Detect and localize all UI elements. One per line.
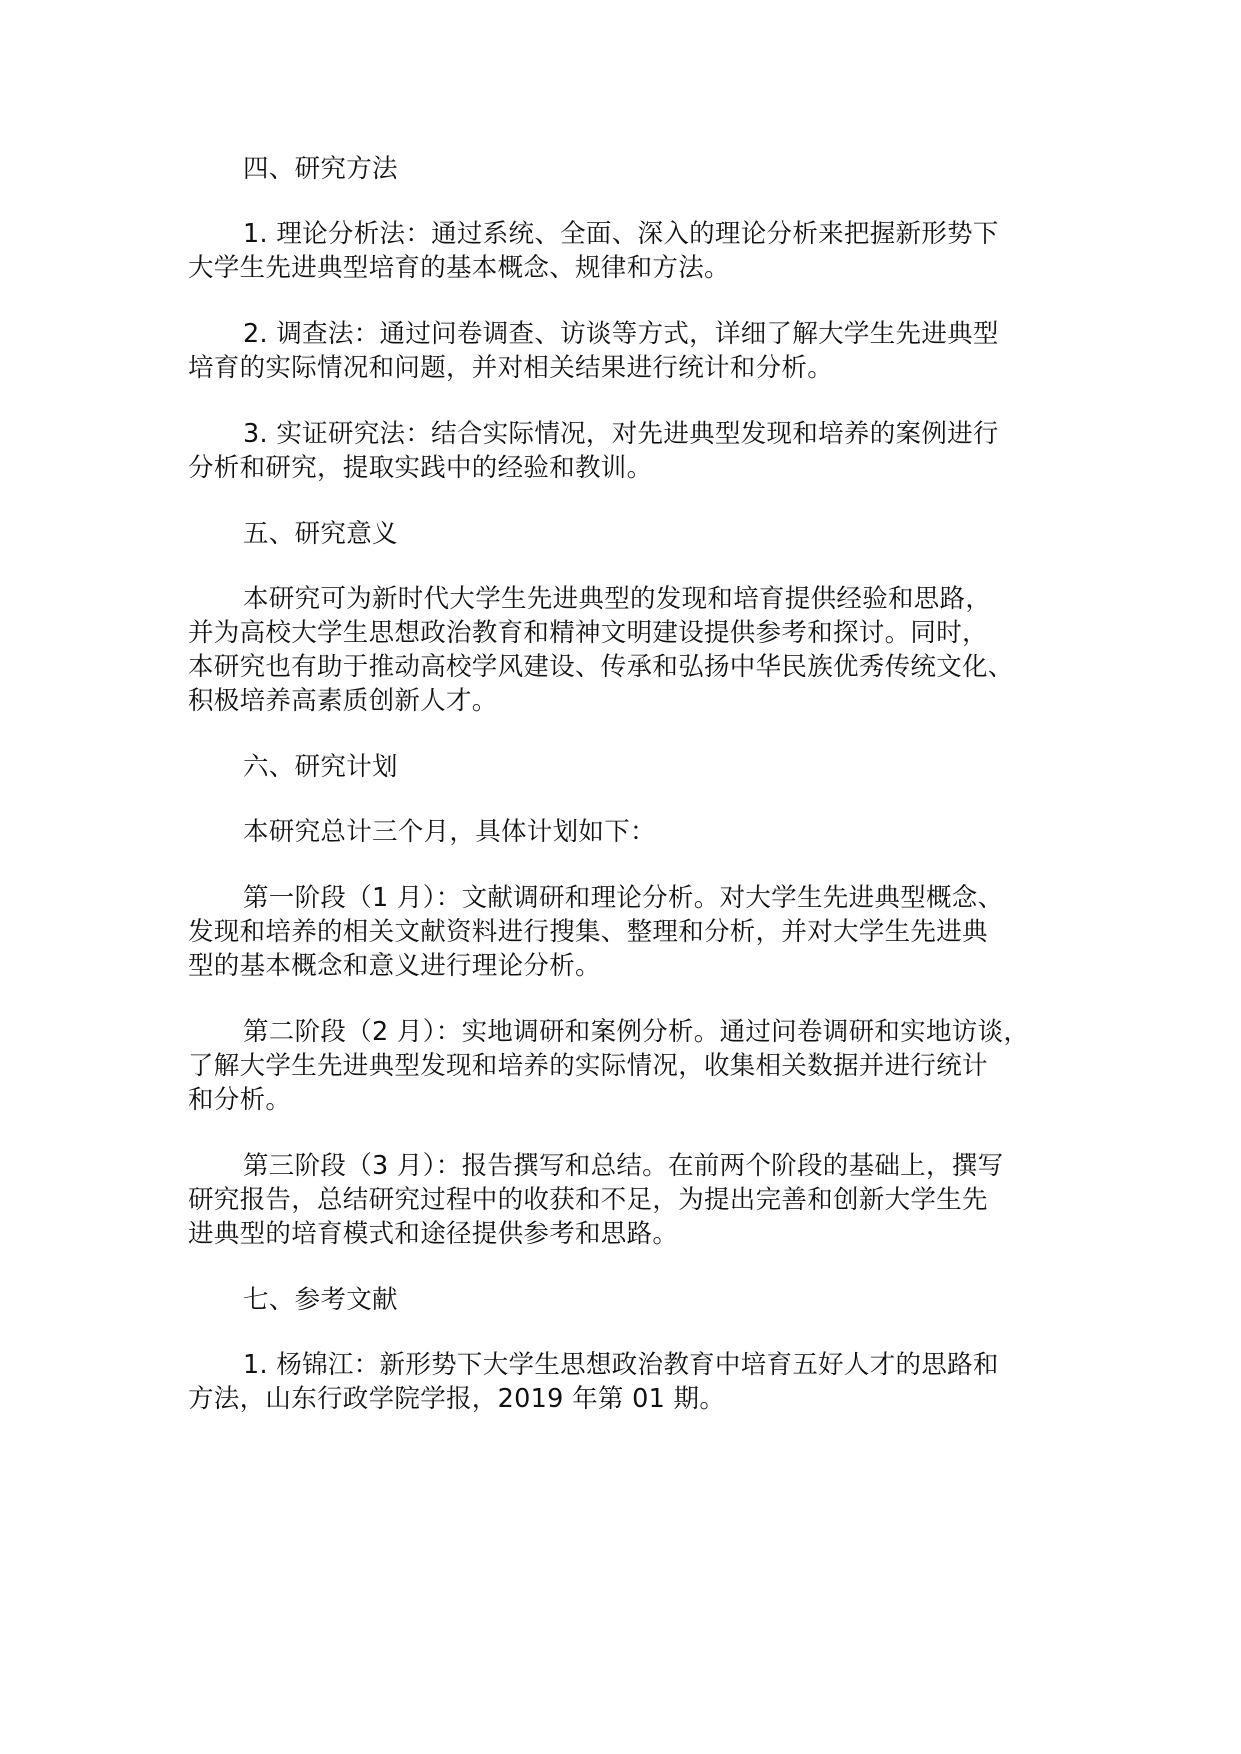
paragraph-line: 了解大学生先进典型发现和培养的实际情况，收集相关数据并进行统计: [188, 1051, 988, 1081]
section-heading-methods: 四、研究方法: [243, 154, 398, 184]
reference-item: [188, 1348, 1088, 1416]
significance-paragraph: [188, 582, 1088, 718]
document-body: [188, 152, 1088, 1448]
paragraph-line: 并为高校大学生思想政治教育和精神文明建设提供参考和探讨。同时，: [188, 618, 988, 648]
paragraph-line: 方法，山东行政学院学报，2019 年第 01 期。: [188, 1384, 726, 1414]
section-heading-plan: 六、研究计划: [243, 752, 398, 782]
paragraph-line: 第二阶段（2 月）：实地调研和案例分析。通过问卷调研和实地访谈，: [243, 1017, 1030, 1047]
method-item-survey: [188, 317, 1088, 385]
paragraph-line: 培育的实际情况和问题，并对相关结果进行统计和分析。: [188, 353, 834, 383]
paragraph-line: 型的基本概念和意义进行理论分析。: [188, 951, 601, 981]
paragraph-line: 积极培养高素质创新人才。: [188, 686, 498, 716]
plan-stage-2: [188, 1015, 1088, 1117]
paragraph-line: 本研究也有助于推动高校学风建设、传承和弘扬中华民族优秀传统文化、: [188, 652, 1014, 682]
method-item-theory: [188, 217, 1088, 285]
paragraph-line: 1. 杨锦江：新形势下大学生思想政治教育中培育五好人才的思路和: [243, 1350, 999, 1380]
paragraph-line: 第一阶段（1 月）：文献调研和理论分析。对大学生先进典型概念、: [243, 883, 1004, 913]
paragraph-line: 大学生先进典型培育的基本概念、规律和方法。: [188, 253, 730, 283]
paragraph-line: 3. 实证研究法：结合实际情况，对先进典型发现和培养的案例进行: [243, 419, 999, 449]
paragraph-line: 本研究可为新时代大学生先进典型的发现和培育提供经验和思路，: [243, 584, 992, 614]
paragraph-line: 2. 调查法：通过问卷调查、访谈等方式，详细了解大学生先进典型: [243, 319, 999, 349]
paragraph-line: 发现和培养的相关文献资料进行搜集、整理和分析，并对大学生先进典: [188, 917, 988, 947]
plan-stage-1: [188, 881, 1088, 983]
paragraph-line: 和分析。: [188, 1085, 292, 1115]
section-heading-significance: 五、研究意义: [243, 519, 398, 549]
section-heading-references: 七、参考文献: [243, 1285, 398, 1315]
paragraph-line: 分析和研究，提取实践中的经验和教训。: [188, 453, 653, 483]
paragraph-line: 第三阶段（3 月）：报告撰写和总结。在前两个阶段的基础上，撰写: [243, 1151, 1004, 1181]
paragraph-line: 研究报告，总结研究过程中的收获和不足，为提出完善和创新大学生先: [188, 1185, 988, 1215]
paragraph-line: 进典型的培育模式和途径提供参考和思路。: [188, 1219, 679, 1249]
plan-intro: 本研究总计三个月，具体计划如下：: [243, 817, 656, 847]
paragraph-line: 1. 理论分析法：通过系统、全面、深入的理论分析来把握新形势下: [243, 219, 999, 249]
plan-stage-3: [188, 1149, 1088, 1251]
method-item-empirical: [188, 417, 1088, 485]
